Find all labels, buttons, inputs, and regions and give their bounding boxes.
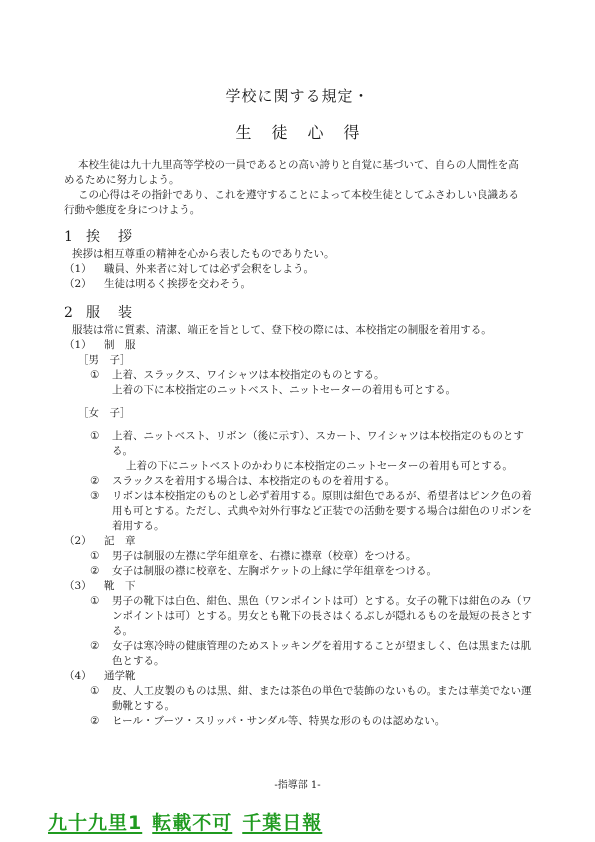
section-title: 服装 <box>86 305 150 321</box>
item-marker: ② <box>90 565 100 577</box>
watermark-text: 転載不可 <box>152 812 233 834</box>
item-continuation: 上着の下にニットベストのかわりに本校指定のニットセーターの着用も可とする。 <box>126 460 513 472</box>
list-item <box>64 277 534 292</box>
section-heading <box>64 306 534 321</box>
item-text: 女子は寒冷時の健康管理のためストッキングを着用することが望ましく、色は黒または肌色とする。 <box>112 640 532 667</box>
section-text: 服装は常に質素、清潔、端正を旨として、登下校の際には、本校指定の制服を着用する。 <box>72 324 492 336</box>
male-label: ［男 子］ <box>78 354 131 366</box>
document-subtitle: 生徒心得 <box>235 123 380 142</box>
item-text: 女子は制服の襟に校章を、左胸ポケットの上縁に学年組章をつける。 <box>112 565 437 577</box>
list-item <box>64 594 534 639</box>
item-marker: ① <box>90 685 100 697</box>
list-item <box>64 368 534 383</box>
watermark <box>48 808 332 835</box>
item-marker: ① <box>90 550 100 562</box>
item-text: リボンは本校指定のものとし必ず着用する。原則は紺色であるが、希望者はピンク色の着用も可とする。ただし、式典や対外行事など正装での活動を要する場合は紺色のリボンを着用する。 <box>112 490 532 532</box>
item-text: 男子の靴下は白色、紺色、黒色（ワンポイントは可）とする。女子の靴下は紺色のみ（ワンポイントは可）とする。男女とも靴下の長さはくるぶしが隠れるものを最短の長さとする。 <box>112 595 532 637</box>
item-marker: （3） <box>64 580 92 592</box>
list-item <box>64 549 534 564</box>
greeting-section <box>64 230 534 292</box>
list-item <box>64 564 534 579</box>
item-marker: （2） <box>64 278 92 290</box>
item-marker: ② <box>90 715 100 727</box>
section-title: 挨拶 <box>86 229 150 245</box>
subsection-heading <box>64 579 534 594</box>
list-item <box>64 489 534 534</box>
section-number: 2 <box>64 305 75 321</box>
intro-paragraph: 本校生徒は九十九里高等学校の一員であるとの高い誇りと自覚に基づいて、自らの人間性を高めるために努力しよう。 <box>64 159 519 186</box>
item-text: ヒール・ブーツ・スリッパ・サンダル等、特異な形のものは認めない。 <box>112 715 446 727</box>
item-marker: ② <box>90 640 100 652</box>
item-text: 上着、ニットベスト、リボン（後に示す）、スカート、ワイシャツは本校指定のものとする。 <box>112 430 524 457</box>
item-marker: ② <box>90 475 100 487</box>
list-item <box>64 639 534 669</box>
page-footer: -指導部 1- <box>274 780 321 791</box>
subsection-heading <box>64 338 534 353</box>
item-marker: ③ <box>90 490 100 502</box>
subsection-title: 記 章 <box>104 535 136 547</box>
section-heading <box>64 230 534 245</box>
item-marker: ① <box>90 369 100 381</box>
subsection-heading <box>64 534 534 549</box>
section-number: 1 <box>64 229 75 245</box>
document-title: 学校に関する規定・ <box>225 87 370 105</box>
subsection-title: 制 服 <box>104 339 136 351</box>
subsection-heading <box>64 669 534 684</box>
list-item <box>64 684 534 714</box>
dress-section <box>64 306 534 729</box>
item-marker: （1） <box>64 339 92 351</box>
list-item <box>64 474 534 489</box>
item-marker: （2） <box>64 535 92 547</box>
item-marker: （4） <box>64 670 92 682</box>
item-continuation: 上着の下に本校指定のニットベスト、ニットセーターの着用も可とする。 <box>112 384 456 396</box>
subsection-title: 靴 下 <box>104 580 136 592</box>
item-text: 皮、人工皮製のものは黒、紺、または茶色の単色で装飾のないもの。または華美でない運動靴とする。 <box>112 685 532 712</box>
item-marker: （1） <box>64 263 92 275</box>
item-text: 職員、外来者に対しては必ず会釈をしよう。 <box>104 263 314 275</box>
item-text: 生徒は明るく挨拶を交わそう。 <box>104 278 251 290</box>
female-label: ［女 子］ <box>78 407 131 419</box>
item-marker: ① <box>90 595 100 607</box>
intro-paragraph: この心得はその指針であり、これを遵守することによって本校生徒としてふさわしい良識ある行動や態度を身につけよう。 <box>64 189 519 216</box>
list-item <box>64 714 534 729</box>
intro-section <box>64 158 524 218</box>
watermark-text: 千葉日報 <box>242 812 323 834</box>
list-item <box>64 262 534 277</box>
item-text: スラックスを着用する場合は、本校指定のものを着用する。 <box>112 475 396 487</box>
item-marker: ① <box>90 430 100 442</box>
subsection-title: 通学靴 <box>104 670 136 682</box>
watermark-text: 九十九里1 <box>48 812 143 834</box>
item-text: 上着、スラックス、ワイシャツは本校指定のものとする。 <box>112 369 385 381</box>
item-text: 男子は制服の左襟に学年組章を、右襟に襟章（校章）をつける。 <box>112 550 417 562</box>
section-text: 挨拶は相互尊重の精神を心から表したものでありたい。 <box>72 248 335 260</box>
list-item <box>64 429 534 459</box>
